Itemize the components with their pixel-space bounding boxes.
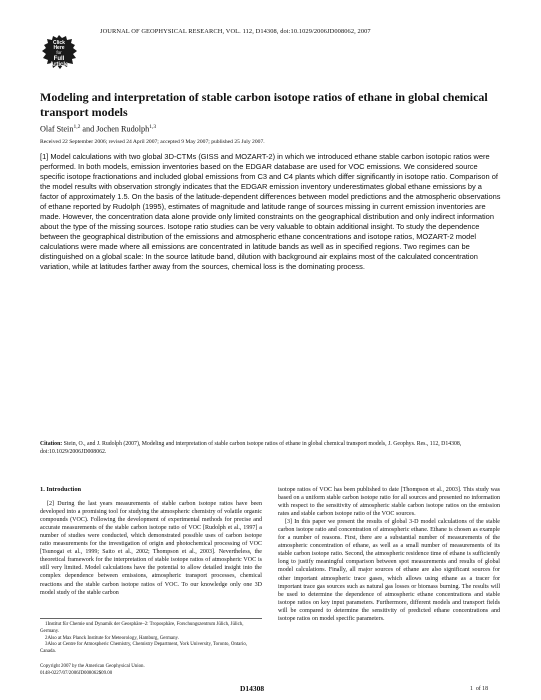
badge-text-4: Full [53,56,65,62]
right-column [278,486,500,623]
citation-label: Citation: [40,441,63,447]
copyright [40,664,262,677]
left-column [40,486,262,597]
badge-text-3: for [56,50,62,55]
citation-text: Stein, O., and J. Rudolph (2007), Modeling and interpretation of stable carbon isotope ratios of ethane in global chemical transport models, J. Geophys. Res., 112, D14308, doi:10.1029/2006JD008062. [40,441,462,456]
paragraph-2: [2] During the last years measurements of stable carbon isotope ratios have been developed into a promising tool for studying the atmospheric chemistry of volatile organic compounds (VOC). Following the development of experimental methods for precise and accurate measurements of the stable carbon isotope ratio of VOC [Rudolph et al., 1997] a number of studies were conducted, which demonstrated possible uses of carbon isotope ratio measurements for the investigation of origin and photochemical processing of VOC [Tsunogai et al., 1999; Saito et al., 2002; Thompson et al., 2003]. Nevertheless, the theoretical framework for the interpretation of stable isotope ratios of atmospheric VOC is still very limited. Model calculations have the potential to allow detailed insight into the complex dependence between emissions, atmospheric transport processes, chemical reactions and the stable carbon isotope ratios of VOC. To our knowledge only one 3D model study of the stable carbon [40,501,262,596]
author-2[interactable]: Jochen Rudolph [96,124,150,134]
footnote-3: 3Also at Centre for Atmospheric Chemistry, Chemistry Department, York University, Toronto, Ontario, Canada. [40,642,247,655]
paper-title: Modeling and interpretation of stable carbon isotope ratios of ethane in global chemical transport models [40,90,488,119]
author-1[interactable]: Olaf Stein [40,124,74,134]
badge-text-1: Click [53,40,65,46]
paragraph-2-continued: isotope ratios of VOC has been published to date [Thompson et al., 2003]. This study was based on a uniform stable carbon isotope ratio for all sources and presented no information with respect to the sensitivity of atmospheric stable carbon isotope ratios on the emission rates and stable carbon isotope ratio of the VOC sources. [278,487,500,518]
author-2-affil: 1,3 [149,124,157,130]
paragraph-3: [3] In this paper we present the results of global 3-D model calculations of the stable carbon isotope ratio and concentration of atmospheric ethane. Ethane is chosen as example for a number of reasons. First, there are a substantial number of measurements of the atmospheric concentration of ethane, as well as a small number of measurements of its stable carbon isotope ratio. Second, the atmospheric residence time of ethane is sufficiently long to justify meaningful comparison between spot measurements and results of global model calculations. Finally, all major sources of ethane are also significant sources for other important atmospheric trace gases, which allows using ethane as a tracer for important trace gas sources such as natural gas losses or biomass burning. The results will be used to determine the dependence of atmospheric ethane concentrations and stable isotope ratios on key input parameters. Furthermore, different models and transport fields will be compared to determine the sensitivity of predicted ethane concentrations and isotope ratios on model specific parameters. [278,519,500,622]
author-1-affil: 1,2 [73,124,81,130]
citation [40,440,505,456]
footnotes [40,618,262,656]
page-total: of 18 [475,686,488,692]
article-id: D14308 [240,684,265,693]
authors-and: and [80,124,97,134]
section-heading: 1. Introduction [40,486,82,493]
page-current: 1 [470,686,473,692]
badge-text-2: Here [53,45,65,51]
click-here-badge-icon[interactable] [40,34,78,74]
journal-header: JOURNAL OF GEOPHYSICAL RESEARCH, VOL. 112, D14308, doi:10.1029/2006JD008062, 2007 [100,28,371,35]
issn-line: 0148-0227/07/2006JD008062$09.00 [40,670,113,676]
authors [40,124,156,134]
badge-text-5: Article [49,62,69,68]
footnote-2: 2Also at Max Planck Institute for Meteorology, Hamburg, Germany. [45,635,179,641]
page-number [470,686,491,692]
footnote-1: 1Institut für Chemie und Dynamik der Geosphäre–2: Troposphäre, Forschungszentrum Jülich, Jülich, Germany. [40,622,244,634]
received-dates: Received 22 September 2006; revised 24 April 2007; accepted 9 May 2007; published 25 July 2007. [40,139,265,145]
abstract: [1] Model calculations with two global 3D-CTMs (GISS and MOZART-2) in which we introduced ethane stable carbon isotopic ratios were performed. In both models, emission inventories based on the EDGAR database are used for VOC emissions. We considered source specific isotope fractionations and included global emissions from C3 and C4 plants which differ significantly in isotope ratio. Comparison of the model results with observation strongly indicates that the EDGAR emission inventory underestimates global ethane emissions by a factor of approximately 1.5. On the basis of the latitude-dependent differences between model predictions and the atmospheric observations of ethane reported by Rudolph (1995), estimates of magnitude and latitude range of sources missing in current emission inventories are made. However, the concentration data alone provide only limited constraints on the geographical distribution and only indirect information about the type of the missing sources. Isotope ratio studies can be very valuable to obtain additional insight. To study the dependence between the geographical distribution of the emissions and atmospheric ethane concentrations and isotope ratios, MOZART-2 model calculations were made where all emissions are concentrated in latitude bands as well as in specified regions. Two regimes can be distinguished on a global scale: In the source latitude band, dilution with background air explains most of the calculated concentration variation, while at latitudes farther away from the sources, chemical loss is the dominating process. [40,152,501,272]
copyright-line: Copyright 2007 by the American Geophysical Union. [40,664,145,669]
